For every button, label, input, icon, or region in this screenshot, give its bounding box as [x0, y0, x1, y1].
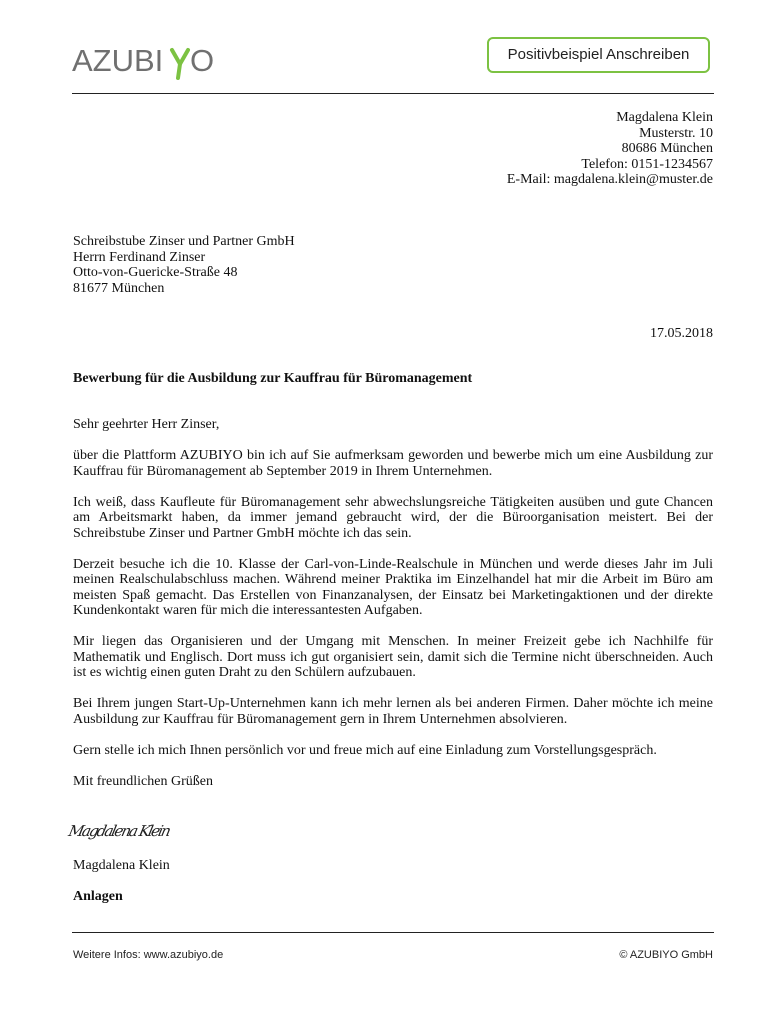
sender-phone: Telefon: 0151-1234567	[581, 156, 713, 172]
logo-graphic	[72, 38, 215, 82]
paragraph-6: Gern stelle ich mich Ihnen persönlich vor und freue mich auf eine Einladung zum Vorstellungsgespräch.	[73, 742, 657, 758]
attachments-label: Anlagen	[73, 889, 123, 904]
handwritten-signature	[66, 816, 182, 851]
letter-date: 17.05.2018	[650, 326, 713, 341]
paragraph-4: Mir liegen das Organisieren und der Umgang mit Menschen. In meiner Freizeit gebe ich Nachhilfe für Mathematik und Englisch. Dort muss ich gut organisiert sein, damit sich die Termine nicht überschneiden. Auch ist es wichtig einen guten Draht zu den Schülern aufzubauen.	[73, 634, 713, 680]
signature-script: Magdalena Klein	[66, 822, 173, 840]
sender-street: Musterstr. 10	[639, 125, 713, 141]
logo-y-arms	[172, 50, 188, 64]
sender-city: 80686 München	[621, 141, 713, 156]
footer-copyright: © AZUBIYO GmbH	[619, 949, 713, 961]
signature-graphic	[66, 816, 182, 846]
example-badge: Positivbeispiel Anschreiben	[487, 37, 710, 73]
salutation: Sehr geehrter Herr Zinser,	[73, 417, 220, 432]
paragraph-3: Derzeit besuche ich die 10. Klasse der Carl-von-Linde-Realschule in München und werde dieses Jahr im Juli meinen Realschulabschluss machen. Während meiner Praktika im Einzelhandel hat mir die Arbeit im Büro am meisten Spaß gemacht. Das Erstellen von Finanzanalysen, der Einsatz bei Marketingaktionen und der direkte Kundenkontakt waren für mich die interessantesten Aufgaben.	[73, 556, 713, 618]
letter-body	[73, 417, 713, 805]
logo-text-azubi: AZUBI	[72, 43, 164, 78]
footer-divider	[72, 932, 714, 933]
recipient-city: 81677 München	[73, 280, 165, 296]
sender-name: Magdalena Klein	[616, 110, 713, 125]
sender-address	[507, 110, 713, 188]
logo-text-o: O	[190, 43, 215, 78]
footer-info: Weitere Infos: www.azubiyo.de	[73, 949, 224, 961]
paragraph-2: Ich weiß, dass Kaufleute für Büromanagement sehr abwechslungsreiche Tätigkeiten ausüben und gute Chancen am Arbeitsmarkt haben, da immer jemand gebraucht wird, der die Büroorganisation meistert. Bei der Schreibstube Zinser und Partner GmbH möchte ich das sein.	[73, 494, 713, 541]
header-divider	[72, 93, 714, 94]
recipient-street: Otto-von-Guericke-Straße 48	[73, 265, 238, 280]
signer-name: Magdalena Klein	[73, 858, 170, 873]
recipient-company: Schreibstube Zinser und Partner GmbH	[73, 234, 295, 249]
paragraph-5: Bei Ihrem jungen Start-Up-Unternehmen kann ich mehr lernen als bei anderen Firmen. Daher möchte ich meine Ausbildung zur Kauffrau für Büromanagement gern in Ihrem Unternehmen absolvieren.	[73, 696, 713, 727]
letter-subject: Bewerbung für die Ausbildung zur Kauffrau für Büromanagement	[73, 371, 473, 386]
paragraph-1: über die Plattform AZUBIYO bin ich auf Sie aufmerksam geworden und bewerbe mich um eine Ausbildung zur Kauffrau für Büromanagement ab September 2019 in Ihrem Unternehmen.	[73, 448, 713, 479]
closing: Mit freundlichen Grüßen	[73, 773, 213, 789]
recipient-address	[73, 234, 295, 296]
logo-y-stem	[178, 64, 180, 78]
recipient-contact: Herrn Ferdinand Zinser	[73, 249, 206, 265]
sender-email: E-Mail: magdalena.klein@muster.de	[506, 172, 713, 187]
